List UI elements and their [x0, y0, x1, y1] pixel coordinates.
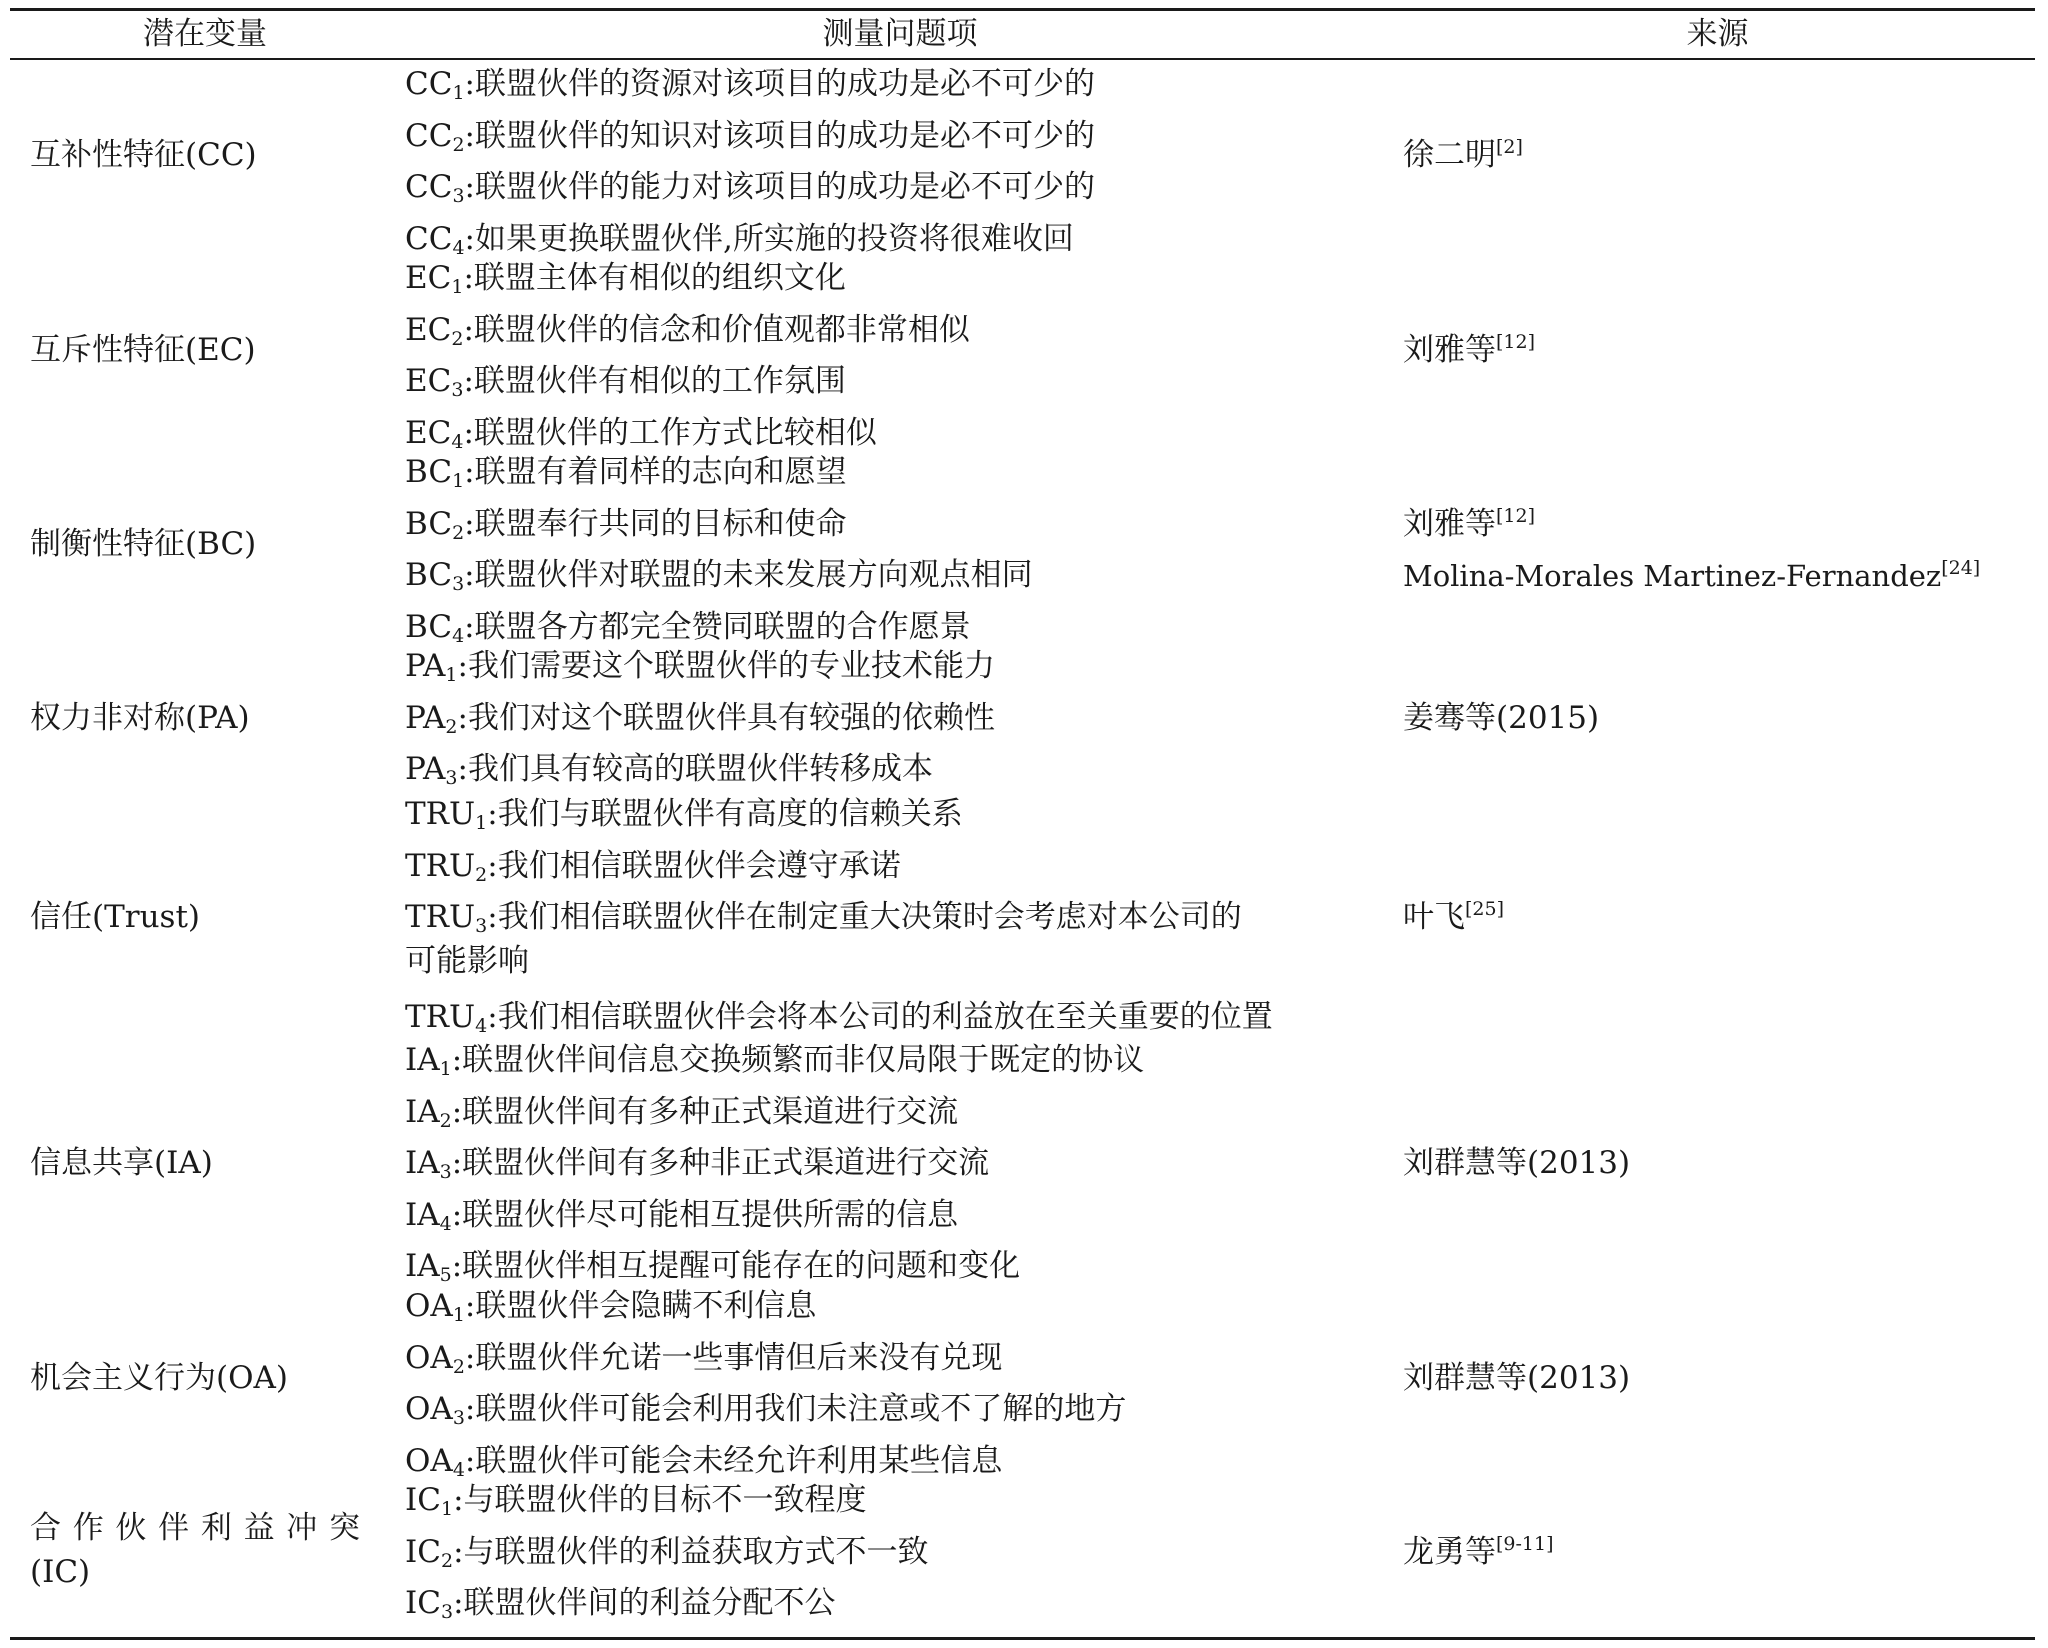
source-cell: 叶飞[25]: [1403, 898, 1505, 935]
measure-item: $CC_1$:联盟伙伴的资源对该项目的成功是必不可少的: [405, 66, 1095, 104]
measure-item: $PA_2$:我们对这个联盟伙伴具有较强的依赖性: [405, 699, 995, 738]
latent-variable: 合作伙伴利益冲突 (IC): [30, 1510, 360, 1590]
measure-item: $BC_1$:联盟有着同样的志向和愿望: [405, 454, 847, 492]
source-cell: 刘雅等[12]: [1403, 331, 1536, 368]
measure-item: $BC_2$:联盟奉行共同的目标和使命: [405, 505, 847, 544]
source-cell: 刘群慧等(2013): [1403, 1145, 1631, 1181]
item-list: [405, 450, 1405, 656]
measure-item: $OA_3$:联盟伙伴可能会利用我们未注意或不了解的地方: [405, 1391, 1127, 1429]
measure-item: $TRU_1$:我们与联盟伙伴有高度的信赖关系: [405, 796, 963, 834]
source-cell: 姜骞等(2015): [1403, 700, 1600, 736]
header-source: 来源: [1686, 16, 1749, 52]
measure-item: $EC_4$:联盟伙伴的工作方式比较相似: [405, 414, 877, 453]
item-list: [405, 62, 1405, 268]
measure-item: $IA_2$:联盟伙伴间有多种正式渠道进行交流: [405, 1093, 959, 1132]
measure-item: $EC_3$:联盟伙伴有相似的工作氛围: [405, 363, 846, 401]
measure-item: $EC_1$:联盟主体有相似的组织文化: [405, 260, 846, 298]
measure-item: $IC_3$:联盟伙伴间的利益分配不公: [405, 1585, 836, 1623]
table-header-rule: [10, 58, 2035, 60]
table-top-rule: [10, 8, 2035, 11]
item-list: [405, 792, 1405, 1047]
item-list: [405, 1038, 1405, 1296]
measure-item: $CC_2$:联盟伙伴的知识对该项目的成功是必不可少的: [405, 117, 1095, 156]
latent-variable: 机会主义行为(OA): [30, 1360, 288, 1396]
measure-item: $CC_4$:如果更换联盟伙伴,所实施的投资将很难收回: [405, 220, 1074, 259]
measure-item: $OA_1$:联盟伙伴会隐瞒不利信息: [405, 1288, 817, 1326]
latent-variable: 制衡性特征(BC): [30, 526, 257, 562]
latent-variable: 信任(Trust): [30, 899, 201, 935]
item-list: [405, 1478, 1405, 1633]
measure-item: $EC_2$:联盟伙伴的信念和价值观都非常相似: [405, 311, 970, 350]
measure-item: $BC_4$:联盟各方都完全赞同联盟的合作愿景: [405, 608, 971, 647]
measure-item: $PA_3$:我们具有较高的联盟伙伴转移成本: [405, 751, 933, 789]
measure-item: $IA_5$:联盟伙伴相互提醒可能存在的问题和变化: [405, 1248, 1021, 1286]
measure-item: $TRU_4$:我们相信联盟伙伴会将本公司的利益放在至关重要的位置: [405, 999, 1273, 1037]
measure-item: $TRU_2$:我们相信联盟伙伴会遵守承诺: [405, 847, 901, 886]
table-bottom-rule: [10, 1637, 2035, 1640]
measure-item: $BC_3$:联盟伙伴对联盟的未来发展方向观点相同: [405, 557, 1033, 595]
measure-item: $PA_1$:我们需要这个联盟伙伴的专业技术能力: [405, 648, 995, 686]
header-measurement-items: 测量问题项: [822, 16, 978, 52]
source-cell: Molina-Morales Martinez-Fernandez[24]: [1403, 557, 1981, 593]
source-cell: 徐二明[2]: [1403, 136, 1523, 173]
item-list: [405, 644, 1405, 799]
source-cell: 刘群慧等(2013): [1403, 1360, 1631, 1396]
measure-item: $IC_2$:与联盟伙伴的利益获取方式不一致: [405, 1533, 929, 1572]
measure-item: $CC_3$:联盟伙伴的能力对该项目的成功是必不可少的: [405, 169, 1095, 207]
item-list: [405, 1284, 1405, 1490]
measure-item: $OA_4$:联盟伙伴可能会未经允许利用某些信息: [405, 1442, 1003, 1481]
measure-item: $IA_4$:联盟伙伴尽可能相互提供所需的信息: [405, 1196, 959, 1235]
header-latent-variable: 潜在变量: [143, 16, 267, 52]
measure-item: $TRU_3$:我们相信联盟伙伴在制定重大决策时会考虑对本公司的 可能影响: [405, 899, 1242, 979]
item-list: [405, 256, 1405, 462]
latent-variable: 互斥性特征(EC): [30, 332, 256, 368]
latent-variable: 信息共享(IA): [30, 1145, 213, 1181]
measure-item: $IA_3$:联盟伙伴间有多种非正式渠道进行交流: [405, 1145, 990, 1183]
measure-item: $IA_1$:联盟伙伴间信息交换频繁而非仅局限于既定的协议: [405, 1042, 1145, 1080]
source-cell: 龙勇等[9-11]: [1403, 1533, 1554, 1570]
latent-variable: 权力非对称(PA): [30, 700, 250, 736]
measure-item: $OA_2$:联盟伙伴允诺一些事情但后来没有兑现: [405, 1339, 1003, 1378]
source-cell: 刘雅等[12]: [1403, 505, 1536, 542]
latent-variable: 互补性特征(CC): [30, 137, 257, 173]
measure-item: $IC_1$:与联盟伙伴的目标不一致程度: [405, 1482, 867, 1520]
